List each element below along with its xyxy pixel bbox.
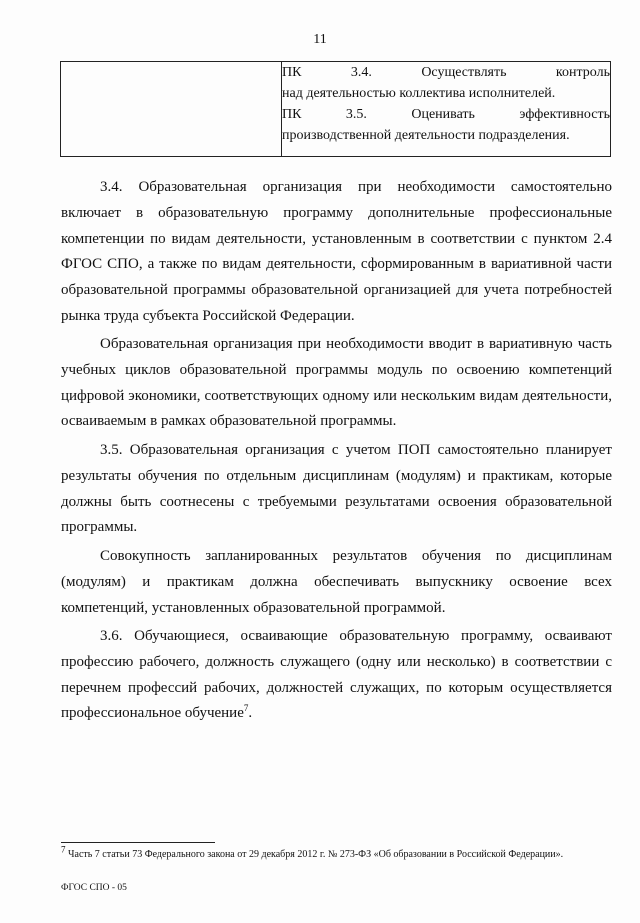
page-number: 11	[313, 32, 327, 47]
footnote-text: Часть 7 статьи 73 Федерального закона от 29 декабря 2012 г. № 273-ФЗ «Об образовании в Российской Федерации».	[65, 849, 564, 860]
table-cell-competences	[282, 62, 611, 157]
competence-table	[60, 61, 611, 157]
paragraph-3-6-end: .	[248, 705, 253, 722]
pk-3-4-line-1: ПК 3.4. Осуществлять контроль	[282, 65, 610, 80]
pk-3-4-line-2: над деятельностью коллектива исполнителей.	[282, 86, 556, 101]
paragraph-digital-economy-module: Образовательная организация при необходимости вводит в вариативную часть учебных циклов образовательной программы модуль по освоению компетенций цифровой экономики, соответствующих одному или нескольким видам деятельности, осваиваемым в рамках образовательной программы.	[61, 336, 612, 430]
footnote-reference-7: 7	[243, 703, 249, 714]
footnote-divider	[61, 842, 215, 843]
footnote-marker: 7	[61, 844, 66, 855]
paragraph-3-4: 3.4. Образовательная организация при необходимости самостоятельно включает в образовательную программу дополнительные профессиональные компетенции по видам деятельности, установленным в соответствии с пунктом 2.4 ФГОС СПО, а также по видам деятельности, сформированным в вариативной части образовательной программы образовательной организацией для учета потребностей рынка труда субъекта Российской Федерации.	[61, 179, 612, 324]
pk-3-5-line-2: производственной деятельности подразделения.	[282, 128, 570, 143]
table-row	[61, 62, 611, 157]
table-cell-empty	[61, 62, 282, 157]
document-code: ФГОС СПО - 05	[61, 883, 127, 893]
paragraph-3-6	[61, 624, 612, 727]
paragraph-planned-results: Совокупность запланированных результатов обучения по дисциплинам (модулям) и практикам должна обеспечивать выпускнику освоение всех компетенций, установленных образовательной программой.	[61, 548, 612, 616]
paragraph-3-6-text: 3.6. Обучающиеся, осваивающие образовательную программу, осваивают профессию рабочего, должность служащего (одну или несколько) в соответствии с перечнем профессий рабочих, должностей служащих, по которым осуществляется профессиональное обучение	[61, 628, 612, 722]
pk-3-5-line-1: ПК 3.5. Оценивать эффективность	[282, 107, 610, 122]
paragraph-3-5: 3.5. Образовательная организация с учетом ПОП самостоятельно планирует результаты обучения по отдельным дисциплинам (модулям) и практикам, которые должны быть соотнесены с требуемыми результатами освоения образовательной программы.	[61, 442, 612, 536]
footnote-7	[61, 844, 621, 862]
